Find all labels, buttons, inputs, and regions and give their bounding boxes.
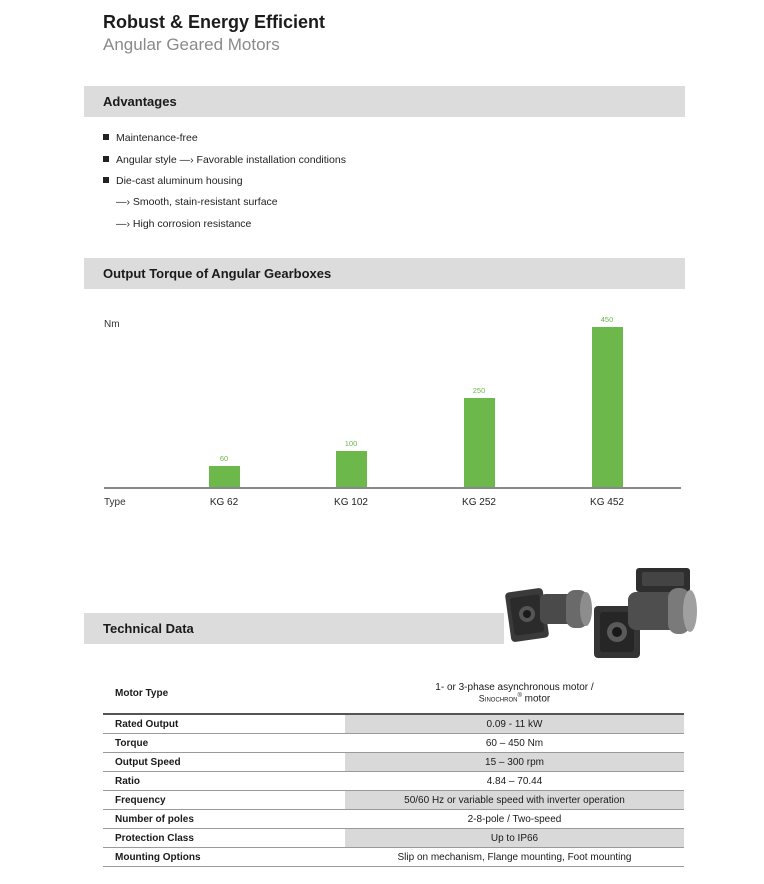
advantage-item [103, 154, 346, 166]
bar-value-label: 100 [344, 439, 358, 449]
table-value [345, 673, 684, 714]
geared-motor-illustration [498, 562, 708, 662]
advantages-section-header [84, 86, 685, 117]
table-row [103, 734, 684, 753]
bar-value-label: 60 [219, 453, 229, 463]
table-key: Motor Type [103, 673, 345, 714]
bar-value-label: 250 [472, 386, 486, 396]
table-value: 15 – 300 rpm [345, 753, 684, 772]
table-value: 0.09 - 11 kW [345, 714, 684, 734]
chart-bar [336, 451, 367, 487]
table-key: Output Speed [103, 753, 345, 772]
advantage-text: —› High corrosion resistance [116, 218, 252, 230]
advantage-item [103, 175, 243, 187]
table-value: Up to IP66 [345, 829, 684, 848]
advantage-text: Angular style —› Favorable installation conditions [116, 154, 346, 166]
torque-heading: Output Torque of Angular Gearboxes [103, 266, 332, 281]
x-axis-label: Type [104, 497, 126, 508]
advantage-item [103, 132, 198, 144]
advantage-text: Maintenance-free [116, 132, 198, 144]
bar-value-label: 450 [600, 315, 614, 324]
page-title: Robust & Energy Efficient [103, 12, 326, 32]
bullet-square-icon [103, 134, 109, 140]
bullet-square-icon [103, 156, 109, 162]
motor-type-line2 [345, 693, 684, 704]
x-axis-line [104, 487, 681, 489]
advantage-subitem [116, 196, 278, 208]
table-key: Ratio [103, 772, 345, 791]
table-key: Rated Output [103, 714, 345, 734]
sinochron-brand: Sinochron [478, 693, 518, 704]
advantage-text: Die-cast aluminum housing [116, 175, 243, 187]
table-row [103, 829, 684, 848]
motor-type-line1: 1- or 3-phase asynchronous motor / [435, 681, 594, 693]
table-value: 60 – 450 Nm [345, 734, 684, 753]
table-value: 4.84 – 70.44 [345, 772, 684, 791]
advantage-subitem [116, 218, 251, 230]
table-row [103, 848, 684, 867]
y-axis-label: Nm [104, 319, 120, 330]
advantage-text: —› Smooth, stain-resistant surface [116, 196, 278, 208]
x-tick-label: KG 102 [334, 497, 368, 508]
table-key: Number of poles [103, 810, 345, 829]
x-tick-label: KG 62 [209, 497, 239, 508]
table-row [103, 810, 684, 829]
table-value: 50/60 Hz or variable speed with inverter operation [345, 791, 684, 810]
table-row [103, 714, 684, 734]
page-subtitle: Angular Geared Motors [103, 35, 280, 54]
torque-section-header [84, 258, 685, 289]
technical-heading: Technical Data [103, 621, 194, 636]
bullet-square-icon [103, 177, 109, 183]
chart-bar [209, 466, 240, 487]
table-key: Mounting Options [103, 848, 345, 867]
table-row [103, 753, 684, 772]
table-value: 2-8-pole / Two-speed [345, 810, 684, 829]
chart-bar [464, 398, 495, 487]
motor-suffix: motor [521, 693, 551, 705]
table-row [103, 791, 684, 810]
chart-bar [592, 327, 623, 487]
table-row [103, 772, 684, 791]
advantages-heading: Advantages [103, 94, 177, 109]
table-row [103, 673, 684, 714]
registered-mark: ® [517, 692, 522, 699]
table-value: Slip on mechanism, Flange mounting, Foot mounting [345, 848, 684, 867]
table-key: Protection Class [103, 829, 345, 848]
table-key: Frequency [103, 791, 345, 810]
x-tick-label: KG 252 [462, 497, 496, 508]
x-tick-label: KG 452 [590, 497, 624, 508]
table-key: Torque [103, 734, 345, 753]
technical-section-header [84, 613, 504, 644]
technical-data-table [103, 673, 684, 867]
